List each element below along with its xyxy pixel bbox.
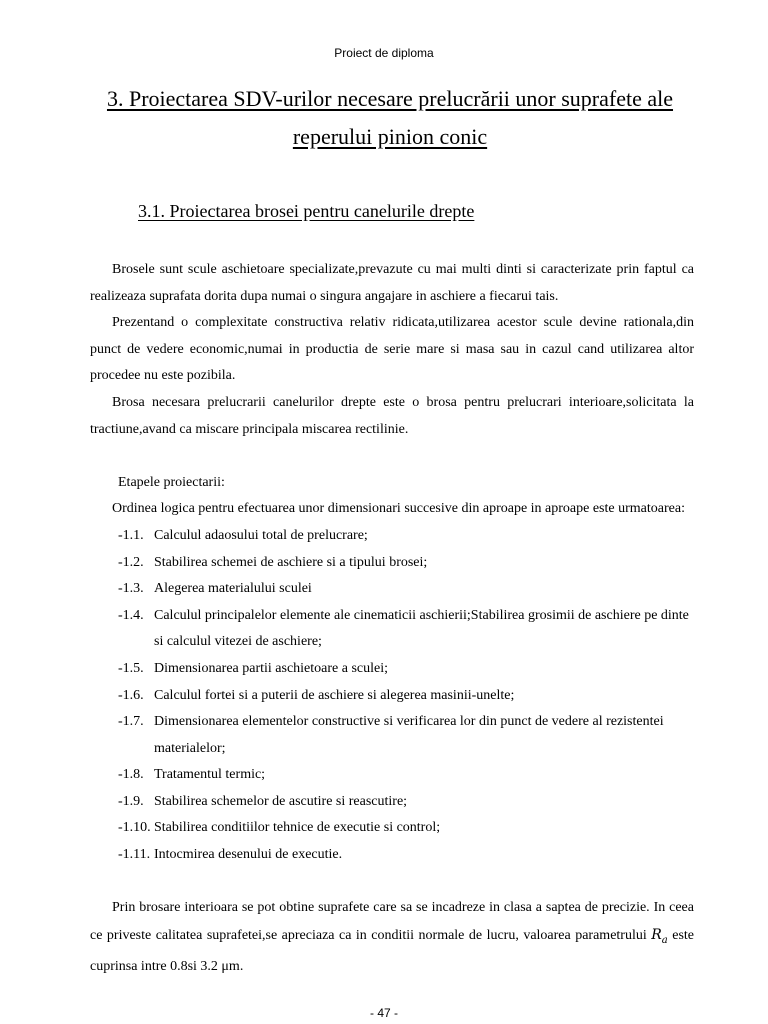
list-item-text: Stabilirea schemelor de ascutire si reascutire; xyxy=(154,793,408,809)
list-item-text: Stabilirea conditiilor tehnice de executie si control; xyxy=(154,820,441,836)
list-item xyxy=(90,683,694,710)
page-number: - 47 - xyxy=(369,1006,398,1020)
parameter-symbol-subscript: a xyxy=(661,934,668,946)
list-item-number: -1.9. xyxy=(118,793,144,809)
list-item-number: -1.7. xyxy=(118,714,144,730)
list-item-text: Stabilirea schemei de aschiere si a tipului brosei; xyxy=(154,554,428,570)
paragraph-5 xyxy=(90,895,694,981)
chapter-title-line-1: 3. Proiectarea SDV-urilor necesare prelucrării unor suprafete ale xyxy=(106,86,674,111)
list-item-number: -1.1. xyxy=(118,527,144,543)
list-item xyxy=(90,576,694,603)
steps-heading: Etapele proiectarii: xyxy=(118,474,225,490)
list-item-text: Intocmirea desenului de executie. xyxy=(154,847,343,863)
list-item xyxy=(90,603,694,656)
list-item-text: Alegerea materialului sculei xyxy=(154,581,312,597)
list-item-text: Tratamentul termic; xyxy=(154,767,266,783)
list-item-number: -1.8. xyxy=(118,767,144,783)
list-item-number: -1.3. xyxy=(118,581,144,597)
list-item xyxy=(90,709,694,762)
list-item-text: Calculul principalelor elemente ale cinematicii aschierii;Stabilirea grosimii de aschiere pe dinte si calculul vitezei de aschiere; xyxy=(154,607,689,650)
list-item xyxy=(90,550,694,577)
list-item xyxy=(90,815,694,842)
chapter-title-line-2: reperului pinion conic xyxy=(292,124,488,149)
running-header: Proiect de diploma xyxy=(334,46,434,60)
paragraph-3: Brosa necesara prelucrarii canelurilor drepte este o brosa pentru prelucrari interioare,solicitata la tractiune,avand ca miscare principala miscarea rectilinie. xyxy=(90,394,694,437)
list-item-number: -1.5. xyxy=(118,660,144,676)
paragraph-2: Prezentand o complexitate constructiva relativ ridicata,utilizarea acestor scule devine rationala,din punct de vedere economic,numai in productia de serie mare si masa sau in cazul cand utilizarea altor procedee nu este pozibila. xyxy=(90,315,694,384)
list-item xyxy=(90,762,694,789)
list-item-number: -1.6. xyxy=(118,687,144,703)
list-item xyxy=(90,789,694,816)
body-text xyxy=(90,257,694,981)
list-item xyxy=(90,523,694,550)
paragraph-5-text-end: este cuprinsa intre 0.8si 3.2 μm. xyxy=(90,927,694,975)
list-item-number: -1.4. xyxy=(118,607,144,623)
list-item-number: -1.10. xyxy=(118,820,151,836)
parameter-symbol-letter: R xyxy=(651,926,662,943)
list-item-text: Calculul fortei si a puterii de aschiere si alegerea masinii-unelte; xyxy=(154,687,515,703)
steps-list xyxy=(90,523,694,869)
list-item-number: -1.2. xyxy=(118,554,144,570)
list-item xyxy=(90,842,694,869)
paragraph-4: Ordinea logica pentru efectuarea unor dimensionari succesive din aproape in aproape este urmatoarea: xyxy=(112,501,685,517)
list-item-text: Dimensionarea elementelor constructive si verificarea lor din punct de vedere al rezistentei materialelor; xyxy=(154,714,664,756)
list-item-text: Calculul adaosului total de prelucrare; xyxy=(154,527,368,543)
list-item-text: Dimensionarea partii aschietoare a sculei; xyxy=(154,660,389,676)
paragraph-5-text-start: Prin brosare interioara se pot obtine suprafete care sa se incadreze in clasa a saptea de precizie. In ceea ce priveste calitatea suprafetei,se apreciaza ca in conditii normale de lucru, valoarea parametrului xyxy=(90,900,694,943)
chapter-title xyxy=(60,80,720,156)
section-title: 3.1. Proiectarea brosei pentru canelurile drepte xyxy=(138,201,475,221)
list-item xyxy=(90,656,694,683)
parameter-symbol xyxy=(651,926,668,946)
list-item-number: -1.11. xyxy=(118,847,151,863)
paragraph-1: Brosele sunt scule aschietoare specializate,prevazute cu mai multi dinti si caracterizate prin faptul ca realizeaza suprafata dorita dupa numai o singura angajare in aschiere a fiecarui tais. xyxy=(90,262,694,304)
